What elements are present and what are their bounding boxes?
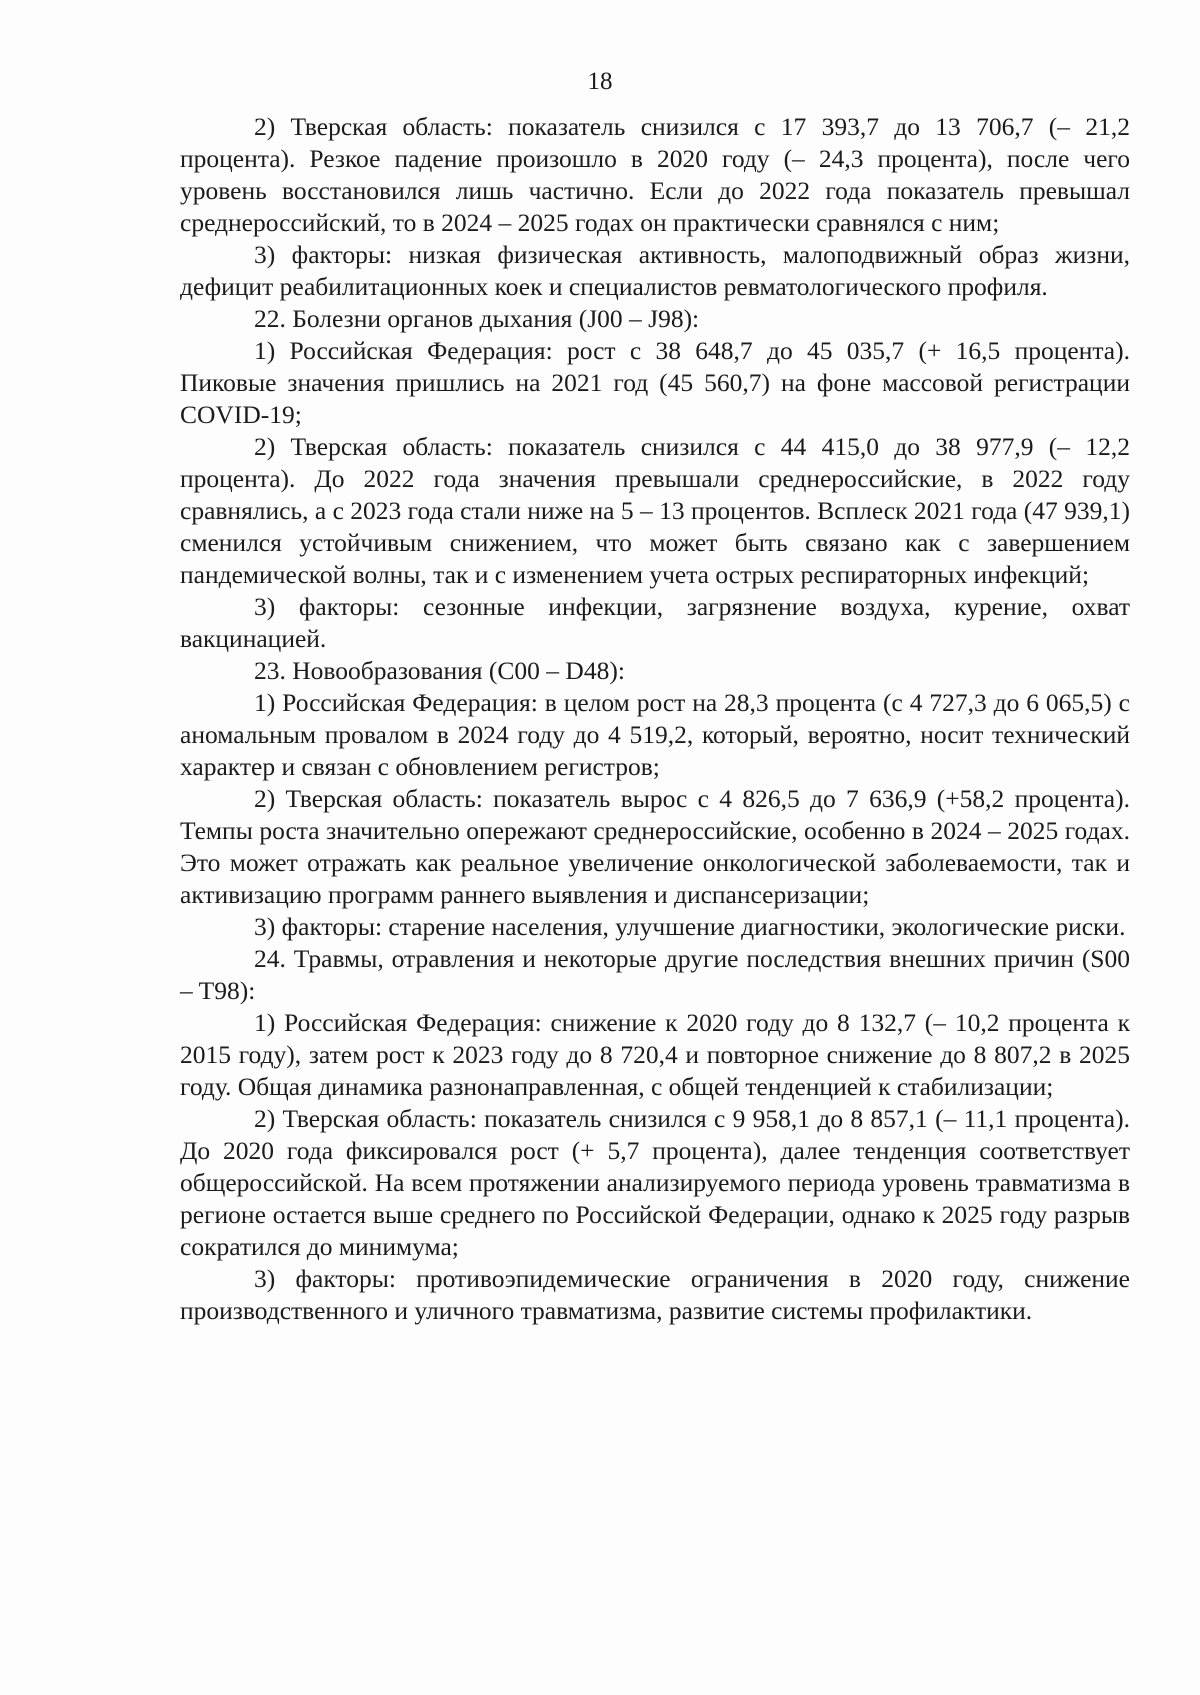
paragraph-factors-musculoskeletal: 3) факторы: низкая физическая активность, малоподвижный образ жизни, дефицит реабилитационных коек и специалистов ревматологического профиля. [180,240,1130,301]
section-heading-injuries: 24. Травмы, отравления и некоторые другие последствия внешних причин (S00 – T98): [180,944,1130,1005]
paragraph-tver-respiratory: 2) Тверская область: показатель снизился с 44 415,0 до 38 977,9 (– 12,2 процента). До 2022 года значения превышали среднероссийские, в 2022 году сравнялись, а с 2023 года стали ниже на 5 – 13 процентов. Всплеск 2021 года (47 939,1) сменился устойчивым снижением, что может быть связано как с завершением пандемической волны, так и с изменением учета острых респираторных инфекций; [180,432,1130,589]
paragraph-factors-neoplasms: 3) факторы: старение населения, улучшение диагностики, экологические риски. [254,912,1126,941]
paragraph-factors-respiratory: 3) факторы: сезонные инфекции, загрязнение воздуха, курение, охват вакцинацией. [180,592,1130,653]
page-number: 18 [587,68,613,95]
paragraph-tver-musculoskeletal: 2) Тверская область: показатель снизился с 17 393,7 до 13 706,7 (– 21,2 процента). Резкое падение произошло в 2020 году (– 24,3 процента), после чего уровень восстановился лишь частично. Если до 2022 года показатель превышал среднероссийский, то в 2024 – 2025 годах он практически сравнялся с ним; [180,112,1130,237]
paragraph-factors-injuries: 3) факторы: противоэпидемические ограничения в 2020 году, снижение производственного и уличного травматизма, развитие системы профилактики. [180,1264,1130,1325]
paragraph-rf-neoplasms: 1) Российская Федерация: в целом рост на 28,3 процента (с 4 727,3 до 6 065,5) с аномальным провалом в 2024 году до 4 519,2, который, вероятно, носит технический характер и связан с обновлением регистров; [180,688,1130,781]
section-heading-respiratory: 22. Болезни органов дыхания (J00 – J98): [254,304,700,333]
paragraph-tver-neoplasms: 2) Тверская область: показатель вырос с 4 826,5 до 7 636,9 (+58,2 процента). Темпы роста значительно опережают среднероссийские, особенно в 2024 – 2025 годах. Это может отражать как реальное увеличение онкологической заболеваемости, так и активизацию программ раннего выявления и диспансеризации; [180,784,1130,909]
paragraph-tver-injuries: 2) Тверская область: показатель снизился с 9 958,1 до 8 857,1 (– 11,1 процента). До 2020 года фиксировался рост (+ 5,7 процента), далее тенденция соответствует общероссийской. На всем протяжении анализируемого периода уровень травматизма в регионе остается выше среднего по Российской Федерации, однако к 2025 году разрыв сократился до минимума; [180,1104,1130,1261]
section-heading-neoplasms: 23. Новообразования (C00 – D48): [254,656,625,685]
document-body [180,111,1130,1327]
paragraph-rf-injuries: 1) Российская Федерация: снижение к 2020 году до 8 132,7 (– 10,2 процента к 2015 году), затем рост к 2023 году до 8 720,4 и повторное снижение до 8 807,2 в 2025 году. Общая динамика разнонаправленная, с общей тенденцией к стабилизации; [180,1008,1130,1101]
paragraph-rf-respiratory: 1) Российская Федерация: рост с 38 648,7 до 45 035,7 (+ 16,5 процента). Пиковые значения пришлись на 2021 год (45 560,7) на фоне массовой регистрации COVID-19; [180,336,1130,429]
